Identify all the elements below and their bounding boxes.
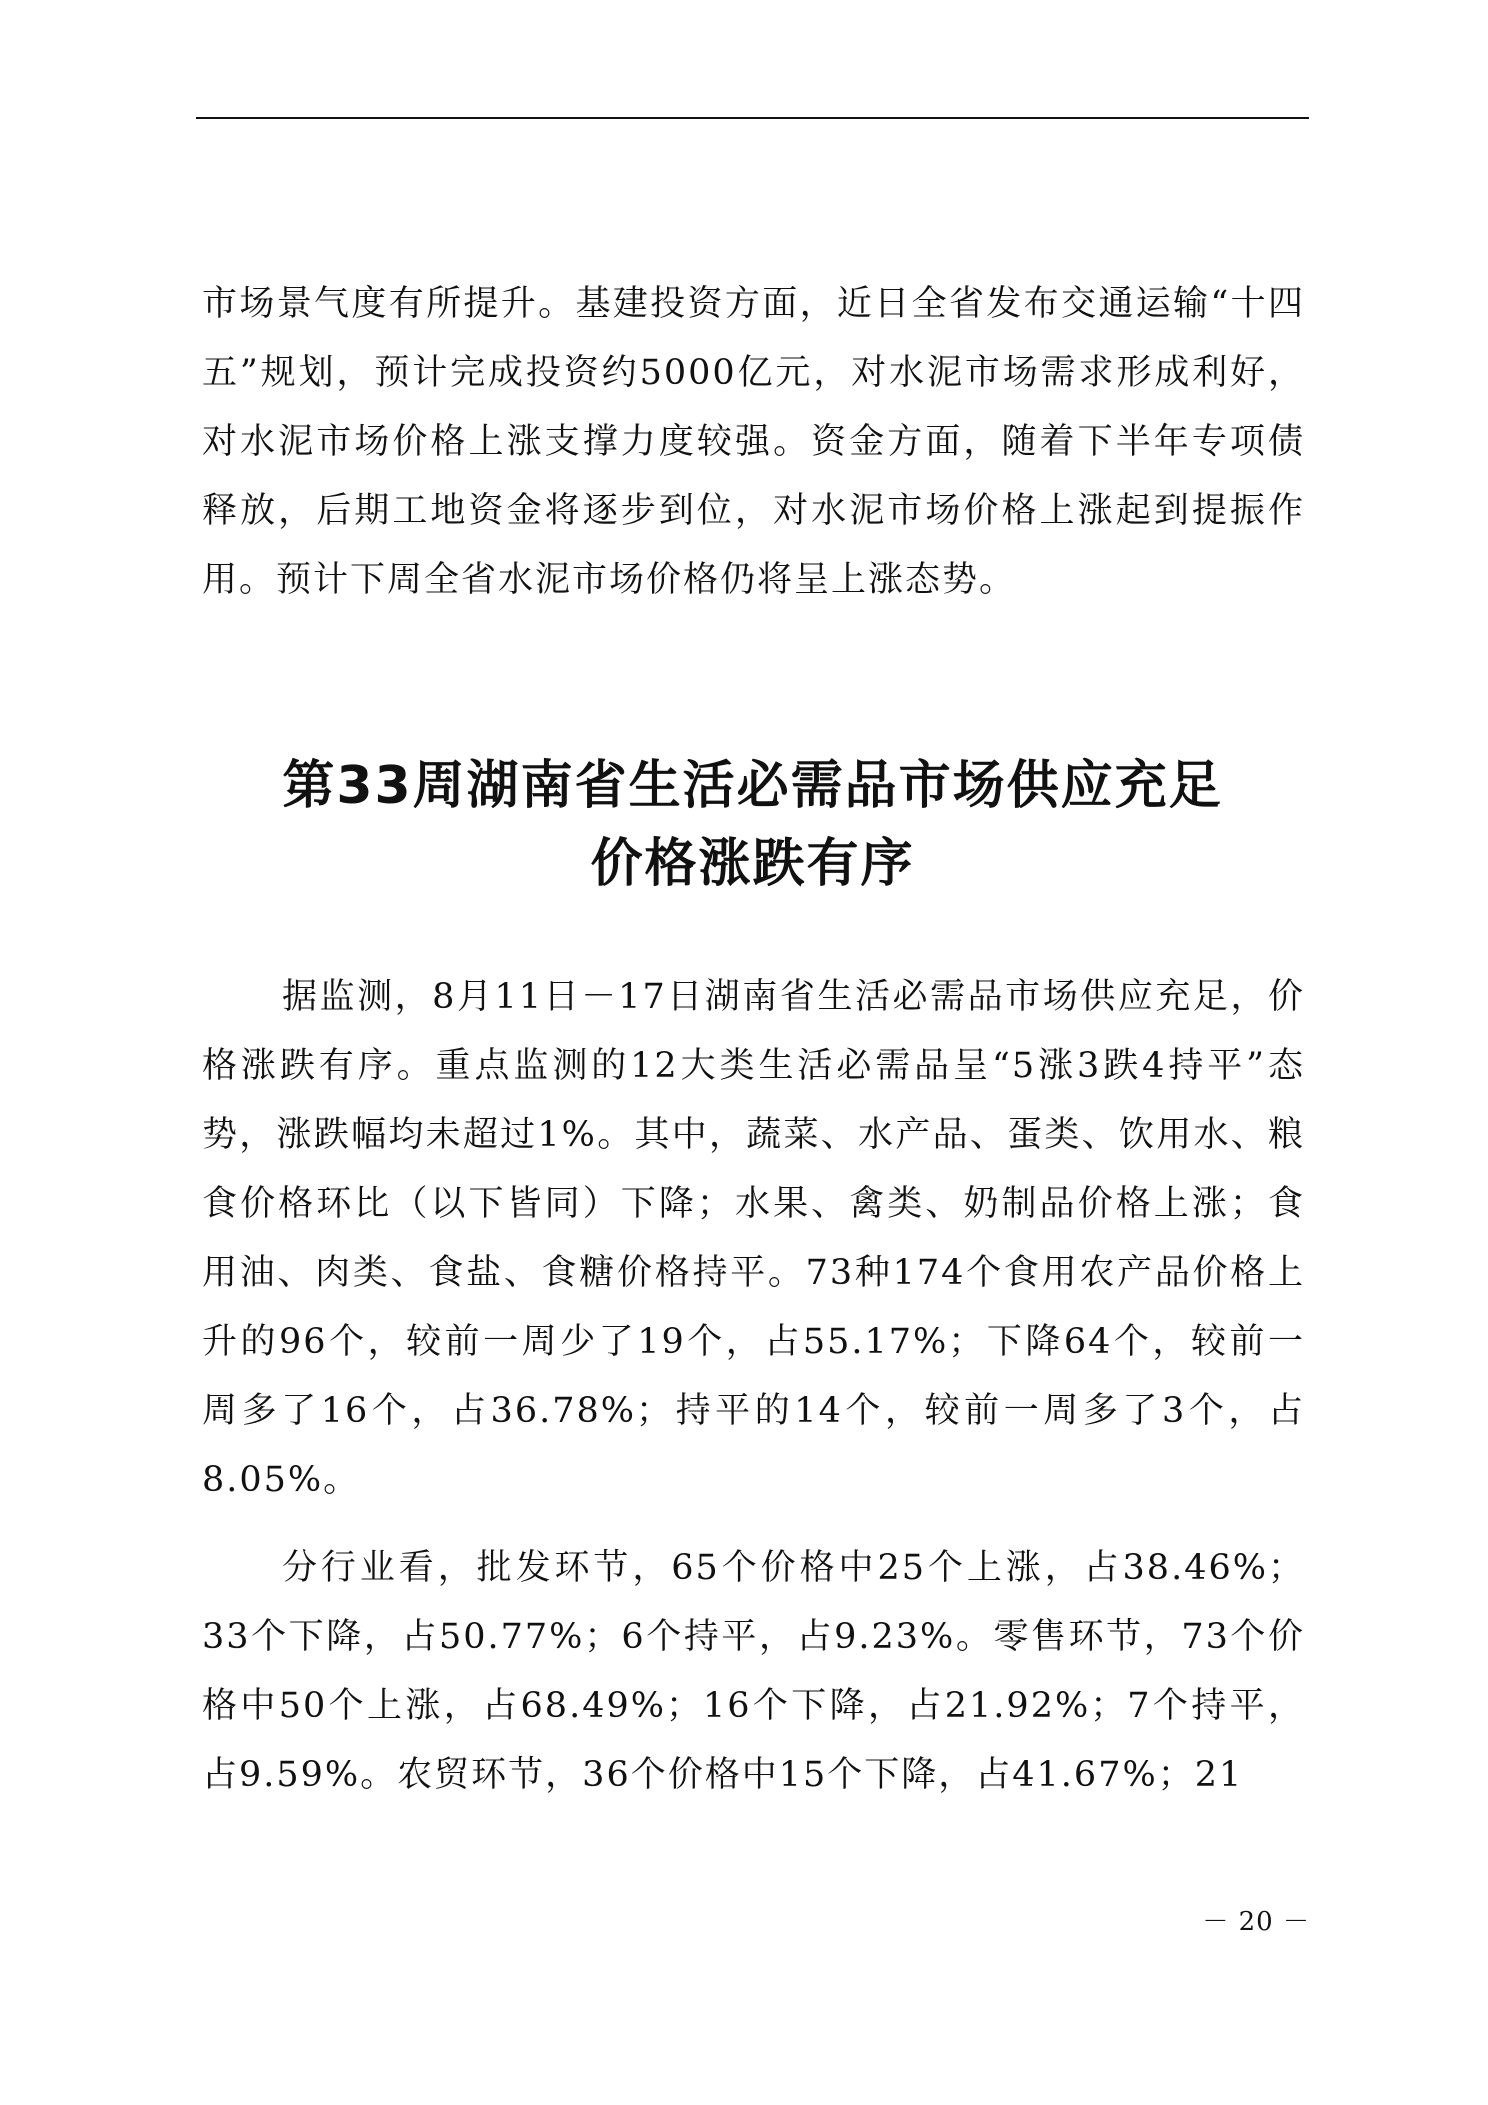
header-rule — [196, 117, 1309, 119]
section-title-line-2: 价格涨跌有序 — [590, 834, 915, 894]
paragraph-by-sector: 分行业看，批发环节，65个价格中25个上涨，占38.46%；33个下降，占50.77%；6个持平，占9.23%。零售环节，73个价格中50个上涨，占68.49%；16个下降，占21.92%；7个持平，占9.59%。农贸环节，36个价格中15个下降，占41.67%；21 — [202, 1548, 1305, 1795]
section-title — [196, 747, 1309, 903]
page-number: － 20 － — [1202, 1907, 1310, 1937]
paragraph-cement-outlook: 市场景气度有所提升。基建投资方面，近日全省发布交通运输“十四五”规划，预计完成投资约5000亿元，对水泥市场需求形成利好，对水泥市场价格上涨支撑力度较强。资金方面，随着下半年专项债释放，后期工地资金将逐步到位，对水泥市场价格上涨起到提振作用。预计下周全省水泥市场价格仍将呈上涨态势。 — [202, 284, 1305, 600]
paragraph-monitoring-summary: 据监测，8月11日－17日湖南省生活必需品市场供应充足，价格涨跌有序。重点监测的12大类生活必需品呈“5涨3跌4持平”态势，涨跌幅均未超过1%。其中，蔬菜、水产品、蛋类、饮用水、粮食价格环比（以下皆同）下降；水果、禽类、奶制品价格上涨；食用油、肉类、食盐、食糖价格持平。73种174个食用农产品价格上升的96个，较前一周少了19个，占55.17%；下降64个，较前一周多了16个，占36.78%；持平的14个，较前一周多了3个，占8.05%。 — [202, 977, 1305, 1500]
section-title-line-1: 第33周湖南省生活必需品市场供应充足 — [282, 756, 1223, 816]
